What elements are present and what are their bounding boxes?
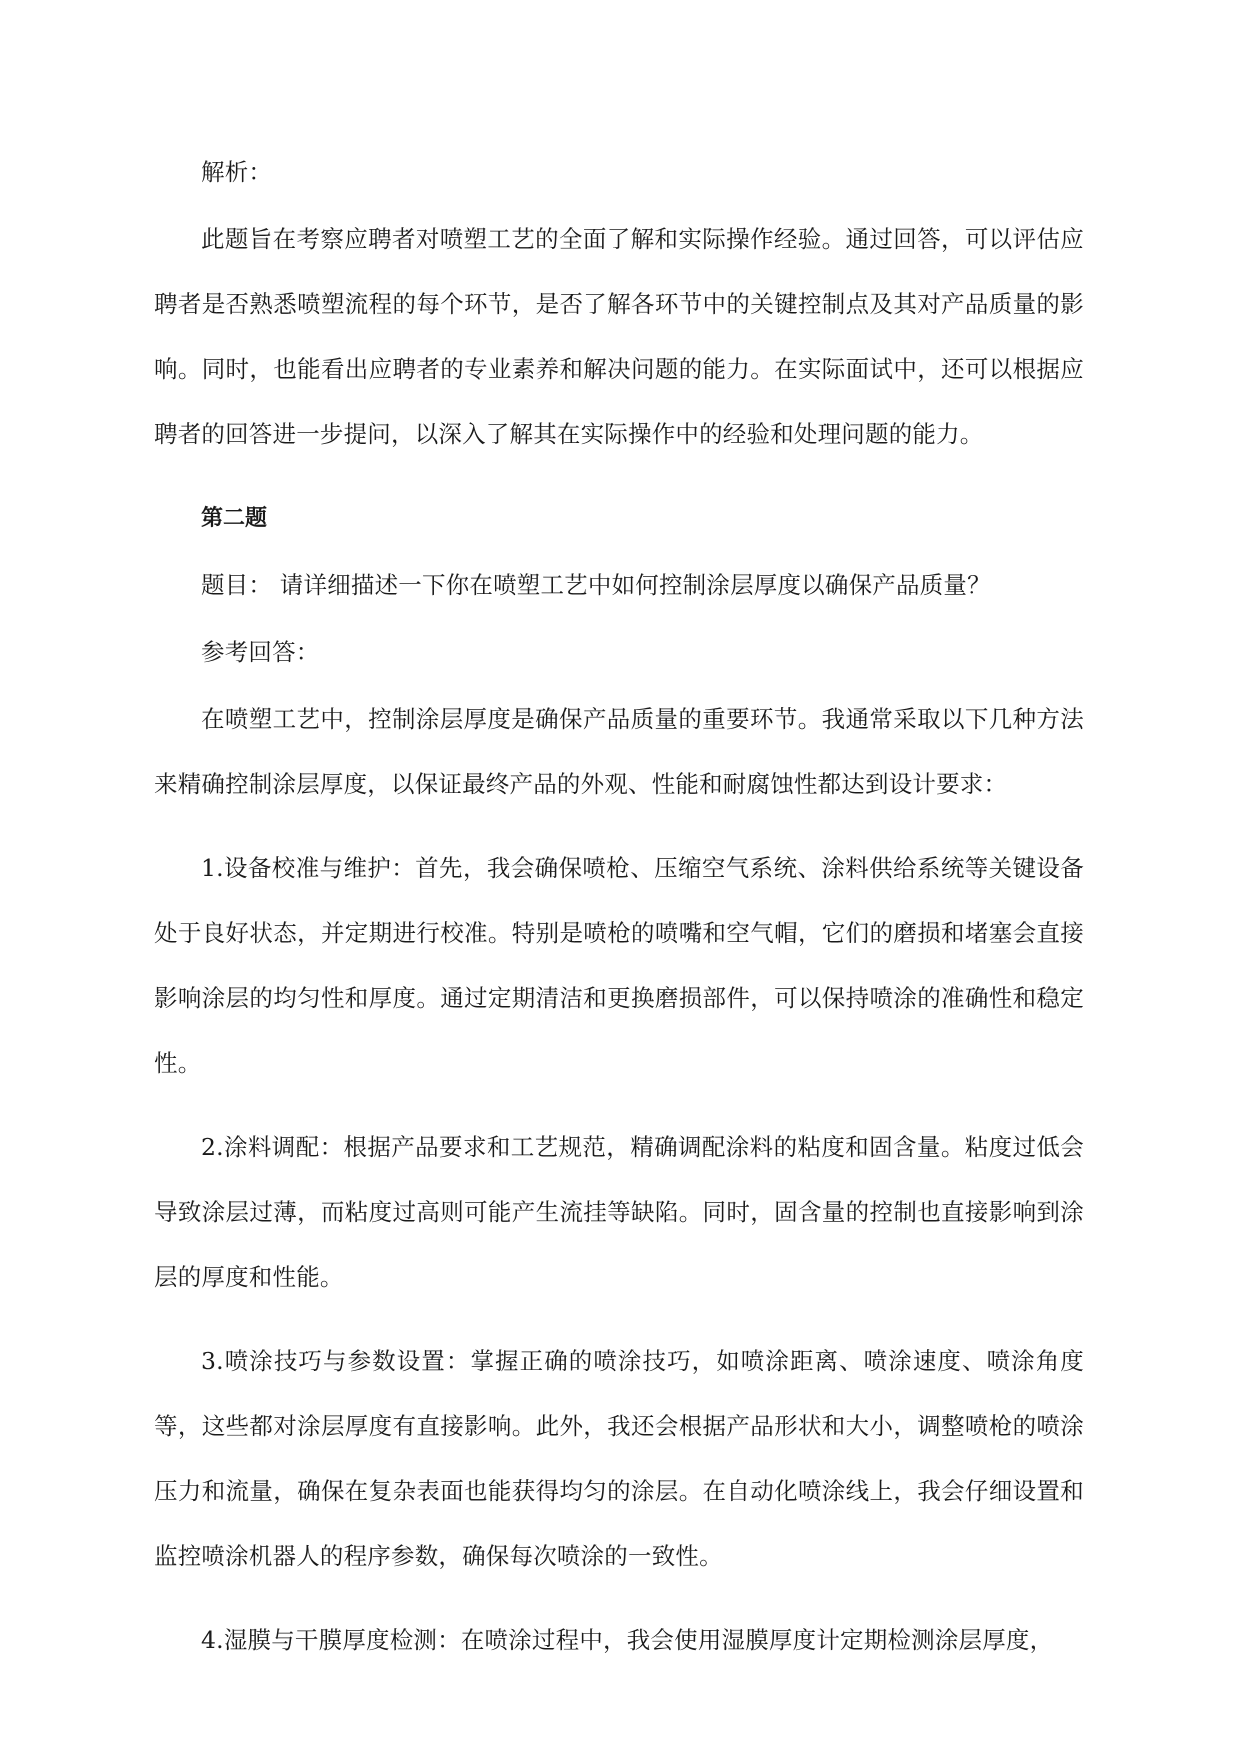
document-body bbox=[154, 140, 1084, 1692]
answer-point-4: 4.湿膜与干膜厚度检测：在喷涂过程中，我会使用湿膜厚度计定期检测涂层厚度， bbox=[201, 1626, 1054, 1654]
question-paragraph: 题目： 请详细描述一下你在喷塑工艺中如何控制涂层厚度以确保产品质量？ bbox=[201, 571, 991, 599]
section-heading: 第二题 bbox=[201, 506, 268, 531]
answer-point-1: 1.设备校准与维护：首先，我会确保喷枪、压缩空气系统、涂料供给系统等关键设备处于良好状态，并定期进行校准。特别是喷枪的喷嘴和空气帽，它们的磨损和堵塞会直接影响涂层的均匀性和厚度。通过定期清洁和更换磨损部件，可以保持喷涂的准确性和稳定性。 bbox=[154, 854, 1084, 1077]
analysis-label: 解析： bbox=[201, 158, 273, 186]
answer-point-2: 2.涂料调配：根据产品要求和工艺规范，精确调配涂料的粘度和固含量。粘度过低会导致涂层过薄，而粘度过高则可能产生流挂等缺陷。同时，固含量的控制也直接影响到涂层的厚度和性能。 bbox=[154, 1133, 1084, 1291]
reference-answer-label: 参考回答： bbox=[201, 638, 320, 666]
answer-point-3: 3.喷涂技巧与参数设置：掌握正确的喷涂技巧，如喷涂距离、喷涂速度、喷涂角度等，这些都对涂层厚度有直接影响。此外，我还会根据产品形状和大小，调整喷枪的喷涂压力和流量，确保在复杂表面也能获得均匀的涂层。在自动化喷涂线上，我会仔细设置和监控喷涂机器人的程序参数，确保每次喷涂的一致性。 bbox=[154, 1347, 1084, 1570]
answer-intro-paragraph: 在喷塑工艺中，控制涂层厚度是确保产品质量的重要环节。我通常采取以下几种方法来精确控制涂层厚度，以保证最终产品的外观、性能和耐腐蚀性都达到设计要求： bbox=[154, 705, 1084, 798]
analysis-paragraph: 此题旨在考察应聘者对喷塑工艺的全面了解和实际操作经验。通过回答，可以评估应聘者是否熟悉喷塑流程的每个环节，是否了解各环节中的关键控制点及其对产品质量的影响。同时，也能看出应聘者的专业素养和解决问题的能力。在实际面试中，还可以根据应聘者的回答进一步提问，以深入了解其在实际操作中的经验和处理问题的能力。 bbox=[154, 225, 1084, 448]
